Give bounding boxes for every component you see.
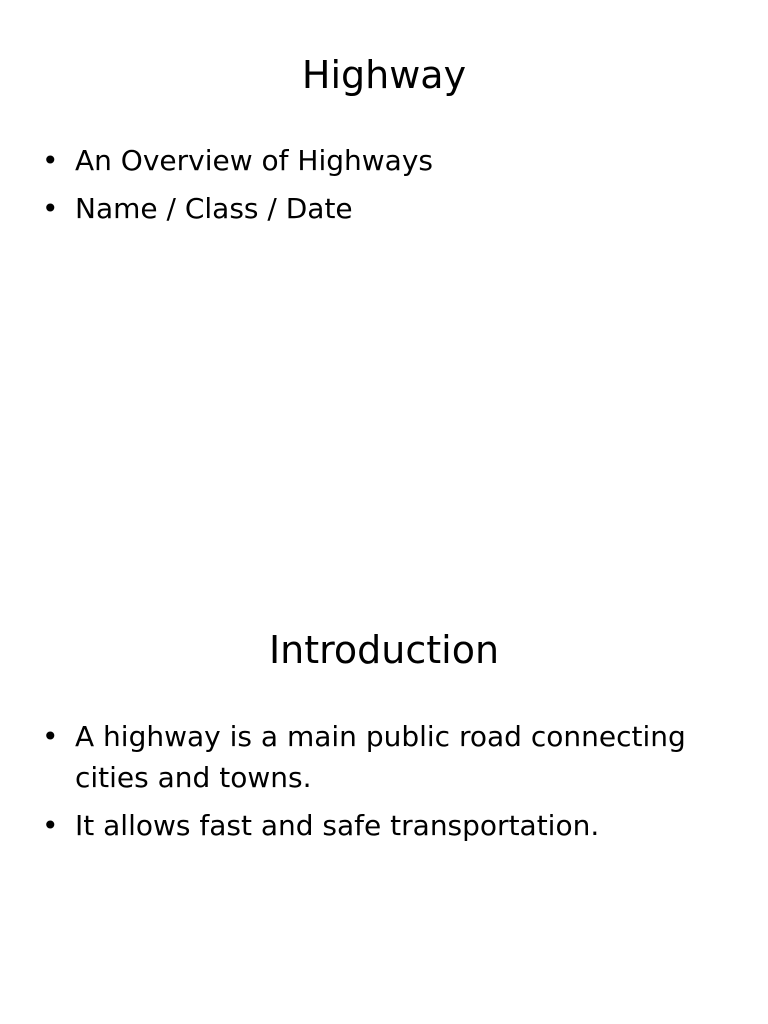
bullet-list (42, 716, 702, 853)
bullet-text: An Overview of Highways (75, 144, 433, 177)
slide-title: Highway (301, 53, 467, 97)
list-item (42, 140, 702, 181)
list-item (42, 188, 702, 229)
bullet-text: It allows fast and safe transportation. (75, 809, 600, 842)
list-item (42, 805, 702, 846)
bullet-icon: • (42, 144, 59, 177)
bullet-icon: • (42, 192, 59, 225)
slide-title: Introduction (268, 628, 500, 672)
bullet-icon: • (42, 809, 59, 842)
bullet-list (42, 140, 702, 236)
bullet-icon: • (42, 720, 59, 753)
bullet-text: A highway is a main public road connecting cities and towns. (75, 720, 686, 794)
slide-2 (0, 576, 768, 1024)
list-item (42, 716, 702, 798)
bullet-text: Name / Class / Date (75, 192, 353, 225)
